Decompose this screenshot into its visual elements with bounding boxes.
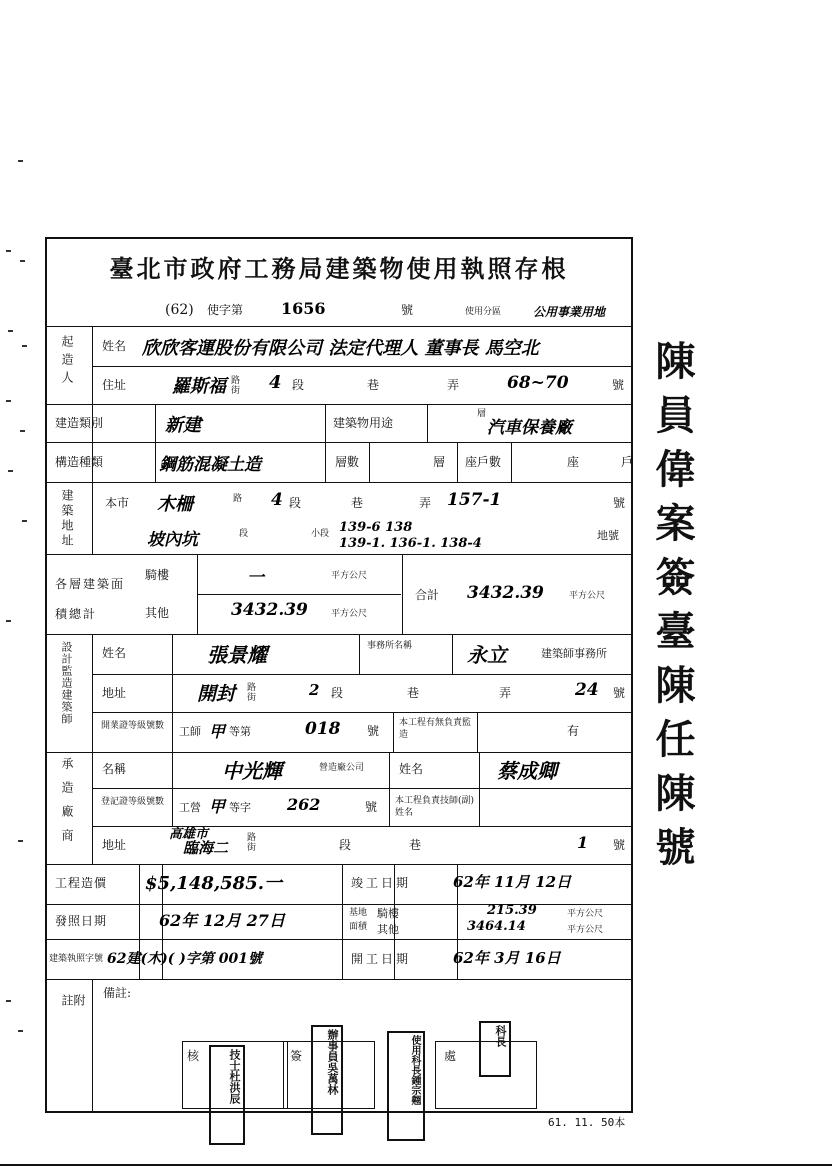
stamp-3: 使用科長鍾宗翹 — [387, 1031, 425, 1141]
units-hu: 戶 — [621, 455, 634, 469]
units-seat: 座 — [567, 455, 580, 469]
area-total-value: 3432.39 — [467, 583, 544, 603]
contractor-hao-no: 1 — [577, 833, 589, 852]
contractor-road-unit: 路街 — [247, 833, 257, 853]
designer-hao-no: 24 — [575, 680, 599, 700]
contractor-reg-char: 等字 — [229, 801, 251, 814]
area-other-value: 3432.39 — [231, 600, 308, 620]
base-label: 基地面積 — [349, 908, 368, 932]
use-value: 汽車保養廠 — [487, 418, 572, 438]
stamp-4: 科長 — [479, 1021, 511, 1077]
base-arcade-value: 215.39 — [487, 903, 537, 918]
site-duan-no: 4 — [271, 490, 283, 510]
contractor-person: 蔡成卿 — [497, 759, 557, 783]
area-label: 各層建築面積總計 — [55, 577, 126, 621]
done-label: 竣工日期 — [351, 876, 412, 890]
designer-duan-no: 2 — [309, 681, 320, 699]
designer-office: 永立 — [467, 643, 507, 667]
area-arcade-label: 騎樓 — [145, 568, 170, 582]
designer-name-label: 姓名 — [102, 646, 127, 660]
cost-value: $5,148,585.一 — [145, 873, 282, 894]
designer-reg-grade: 甲 — [209, 722, 226, 741]
designer-supervise-label: 本工程有無負責監造 — [399, 718, 472, 740]
contractor-reg-grade: 甲 — [209, 797, 226, 816]
contractor-name-label: 名稱 — [102, 762, 127, 776]
designer-reg-char: 等第 — [229, 725, 251, 738]
permit-number: 1656 — [281, 299, 326, 318]
site-lot-prefix: 段 — [239, 529, 249, 539]
contractor-xiang: 巷 — [409, 838, 422, 852]
builder-nong: 弄 — [447, 378, 460, 392]
site-hao: 號 — [613, 496, 626, 510]
designer-office-suffix: 建築師事務所 — [541, 647, 607, 660]
side-margin-text: 陳員偉案簽臺陳任陳號 — [649, 340, 696, 880]
category-label: 建造類別 — [55, 416, 104, 430]
site-hao-no: 157-1 — [447, 490, 502, 510]
print-code: 61. 11. 50本 — [548, 1116, 626, 1129]
site-lot-line2: 139-1. 136-1. 138-4 — [339, 536, 482, 551]
designer-road-unit: 路街 — [247, 683, 257, 703]
designer-road: 開封 — [197, 683, 236, 705]
zone-label: 使用分區 — [465, 307, 502, 317]
builder-duan: 段 — [292, 378, 305, 392]
base-arcade-label: 騎樓 — [377, 907, 399, 920]
start-value: 62年 3月 16日 — [453, 949, 561, 967]
permit-form — [45, 237, 633, 1113]
use-label: 建築物用途 — [333, 416, 394, 430]
contractor-section-label: 承造廠商 — [60, 757, 74, 853]
contractor-city: 高雄市 — [169, 827, 209, 842]
contractor-reg-prefix: 工營 — [179, 801, 201, 814]
builder-hao: 號 — [612, 378, 625, 392]
contractor-duan: 段 — [339, 838, 352, 852]
form-title: 臺北市政府工務局建築物使用執照存根 — [109, 254, 569, 283]
site-road: 木柵 — [157, 494, 193, 515]
floors-unit: 層 — [433, 455, 446, 469]
area-arcade-value: 一 — [247, 568, 264, 588]
site-area-name: 坡內坑 — [147, 530, 198, 550]
site-city: 本市 — [105, 496, 130, 510]
bp-label: 建築執照字號 — [49, 954, 104, 964]
builder-name: 欣欣客運股份有限公司 法定代理人 董事長 馬空北 — [142, 338, 539, 359]
contractor-road: 臨海二 — [183, 839, 229, 857]
bp-value: 62建(木)( )字第 001號 — [107, 951, 262, 967]
contractor-person-label: 姓名 — [399, 762, 424, 776]
site-road-unit: 路 — [233, 494, 243, 504]
remarks-section-label: 附註 — [60, 994, 86, 1076]
category-value: 新建 — [165, 415, 201, 436]
approval-box-2-label: 簽 — [290, 1049, 303, 1063]
done-value: 62年 11月 12日 — [453, 873, 572, 891]
builder-name-label: 姓名 — [102, 339, 127, 353]
designer-supervise-value: 有 — [567, 724, 580, 738]
area-other-unit: 平方公尺 — [331, 609, 368, 619]
builder-duan-no: 4 — [269, 372, 282, 393]
area-total-unit: 平方公尺 — [569, 591, 606, 601]
builder-addr-label: 住址 — [102, 378, 127, 392]
site-section-label: 建築地址 — [60, 489, 74, 549]
units-label: 座戶數 — [465, 455, 502, 469]
area-total-label: 合計 — [415, 588, 440, 602]
designer-section-label: 設計監造建築師 — [60, 641, 73, 725]
contractor-hao: 號 — [613, 838, 626, 852]
contractor-reg-hao: 號 — [365, 800, 378, 814]
designer-nong: 弄 — [499, 686, 512, 700]
builder-xiang: 巷 — [367, 378, 380, 392]
base-other-value: 3464.14 — [467, 919, 526, 934]
designer-duan: 段 — [331, 686, 344, 700]
stamp-1: 技士杜洪辰 — [209, 1045, 245, 1145]
designer-reg-label: 開業證等級號數 — [101, 721, 165, 731]
area-other-label: 其他 — [145, 606, 170, 620]
site-xiang: 巷 — [351, 496, 364, 510]
base-other-label: 其他 — [377, 923, 399, 936]
area-arcade-unit: 平方公尺 — [331, 571, 368, 581]
designer-name: 張景耀 — [207, 643, 267, 667]
permit-suffix: 號 — [401, 303, 414, 317]
structure-value: 鋼筋混凝土造 — [159, 455, 261, 475]
builder-road: 羅斯福 — [172, 376, 226, 397]
base-other-unit: 平方公尺 — [567, 925, 604, 935]
stamp-2: 辦事員吳萬林 — [311, 1025, 343, 1135]
approval-box-1-label: 核 — [187, 1049, 200, 1063]
approval-box-3-label: 處 — [444, 1049, 457, 1063]
contractor-name: 中光輝 — [222, 759, 282, 783]
zone-value: 公用事業用地 — [533, 305, 606, 319]
designer-reg-hao: 號 — [367, 724, 380, 738]
designer-office-label: 事務所名稱 — [367, 641, 413, 651]
contractor-addr-label: 地址 — [102, 838, 127, 852]
issue-label: 發照日期 — [55, 914, 108, 928]
contractor-tech-label: 本工程負責技師(副)姓名 — [395, 796, 475, 818]
site-nong: 弄 — [419, 496, 432, 510]
remarks-note-label: 備註: — [103, 986, 132, 1000]
use-unit: 層 — [477, 409, 487, 419]
structure-label: 構造種類 — [55, 455, 104, 469]
contractor-reg-label: 登記證等級號數 — [101, 797, 165, 807]
site-lot-suffix: 地號 — [597, 529, 619, 542]
designer-xiang: 巷 — [407, 686, 420, 700]
issue-value: 62年 12月 27日 — [159, 911, 285, 930]
builder-section-label: 起造人 — [60, 335, 74, 389]
permit-year: (62) — [165, 302, 194, 318]
permit-char: 使字第 — [207, 303, 244, 317]
site-lot-small: 小段 — [311, 529, 330, 539]
site-lot-line1: 139-6 138 — [339, 520, 413, 535]
cost-label: 工程造價 — [55, 876, 108, 890]
contractor-reg-no: 262 — [287, 795, 321, 814]
site-duan: 段 — [289, 496, 302, 510]
designer-hao: 號 — [613, 686, 626, 700]
builder-road-unit: 路街 — [231, 376, 241, 396]
start-label: 開工日期 — [351, 952, 412, 966]
designer-reg-no: 018 — [305, 719, 341, 739]
designer-reg-prefix: 工師 — [179, 725, 201, 738]
floors-label: 層數 — [335, 455, 360, 469]
builder-hao-no: 68~70 — [507, 373, 569, 393]
contractor-name-suffix: 營造廠公司 — [319, 763, 365, 773]
designer-addr-label: 地址 — [102, 686, 127, 700]
base-arcade-unit: 平方公尺 — [567, 909, 604, 919]
